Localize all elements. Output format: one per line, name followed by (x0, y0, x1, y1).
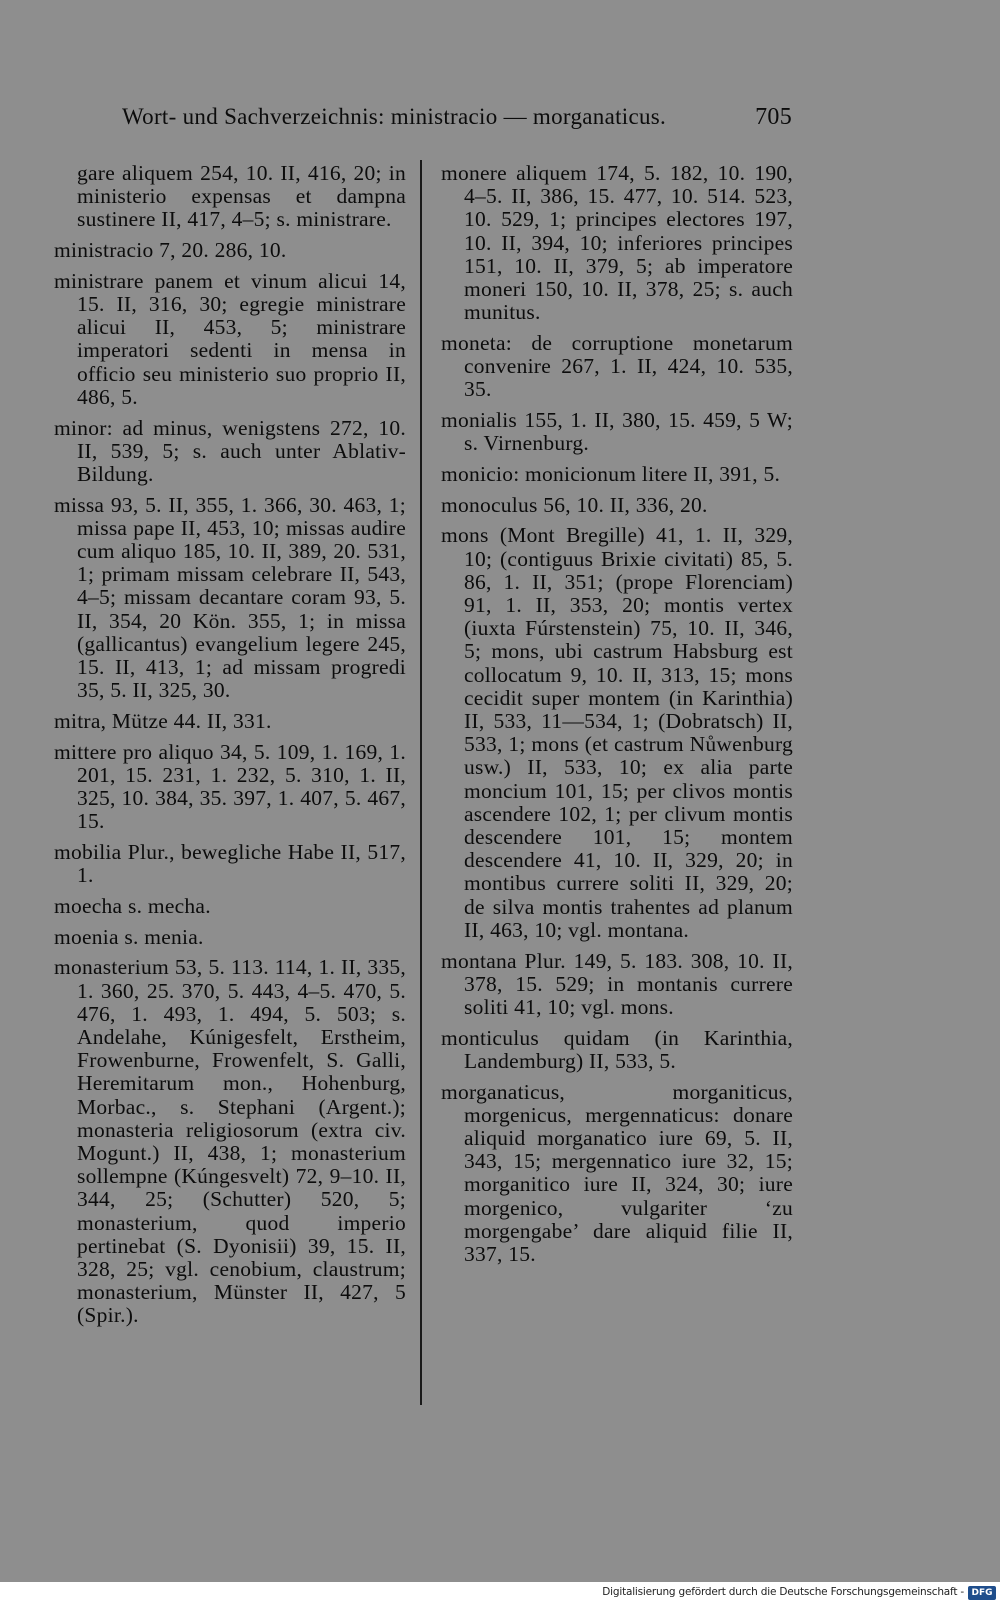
page-number: 705 (755, 104, 792, 130)
column-divider (420, 160, 422, 1405)
index-entry: monoculus 56, 10. II, 336, 20. (441, 492, 708, 517)
index-entry: moecha s. mecha. (54, 893, 211, 918)
running-head-title: Wort- und Sachverzeichnis: ministracio — morganaticus. (122, 104, 667, 129)
left-column (54, 162, 406, 1335)
index-entry: monere aliquem 174, 5. 182, 10. 190, 4–5. II, 386, 15. 477, 10. 514. 523, 10. 529, 1; principes electores 197, 10. II, 394, 10; inferiores principes 151, 10. II, 379, 5; ab imperatore moneri 150, 10. II, 378, 25; s. auch munitus. (441, 161, 793, 325)
index-entry: mobilia Plur., bewegliche Habe II, 517, 1. (54, 839, 406, 888)
index-entry: moenia s. menia. (54, 924, 204, 949)
index-entry: ministrare panem et vinum alicui 14, 15. II, 316, 30; egregie ministrare alicui II, 453, 5; ministrare imperatori sedenti in mensa in officio seu ministerio suo proprio II, 486, 5. (54, 268, 406, 409)
footer-bar (0, 1582, 1000, 1604)
index-entry: ministracio 7, 20. 286, 10. (54, 238, 287, 263)
index-entry: minor: ad minus, wenigstens 272, 10. II, 539, 5; s. auch unter Ablativ-Bildung. (54, 415, 406, 486)
index-entry: morganaticus, morganiticus, morgenicus, mergennaticus: donare aliquid morganatico iure 69, 5. II, 343, 15; mergennatico iure 32, 15; morganitico iure II, 324, 30; iure morgenico, vulgariter ‘zu morgengabe’ dare aliquid filie II, 337, 15. (441, 1079, 793, 1266)
index-entry: mitra, Mütze 44. II, 331. (54, 708, 272, 733)
index-entry: mons (Mont Bregille) 41, 1. II, 329, 10; (contiguus Brixie civitati) 85, 5. 86, 1. II, 351; (prope Florenciam) 91, 1. II, 353, 20; montis vertex (iuxta Fúrstenstein) 75, 10. II, 346, 5; mons, ubi castrum Habsburg est collocatum 9, 10. II, 313, 15; mons cecidit super montem (in Karinthia) II, 533, 11—534, 1; (Dobratsch) II, 533, 1; mons (et castrum Nůwenburg usw.) II, 533, 10; ex alia parte moncium 101, 15; per clivos montis ascendere 102, 1; per clivum montis descendere 101, 15; montem descendere 41, 10. II, 329, 20; in montibus currere soliti II, 329, 20; de silva montis trahentes ad planum II, 463, 10; vgl. montana. (441, 523, 793, 942)
index-entry: missa 93, 5. II, 355, 1. 366, 30. 463, 1; missa pape II, 453, 10; missas audire cum aliquo 185, 10. II, 389, 20. 531, 1; primam missam celebrare II, 543, 4–5; missam decantare coram 93, 5. II, 354, 20 Kön. 355, 1; in missa (gallicantus) evangelium legere 245, 15. II, 413, 1; ad missam progredi 35, 5. II, 325, 30. (54, 492, 406, 703)
right-column (441, 162, 793, 1274)
running-head (122, 104, 792, 130)
index-entry: montana Plur. 149, 5. 183. 308, 10. II, 378, 15. 529; in montanis currere soliti 41, 10; vgl. mons. (441, 948, 793, 1019)
index-entry: monicio: monicionum litere II, 391, 5. (441, 461, 781, 486)
index-entry: moneta: de corruptione monetarum convenire 267, 1. II, 424, 10. 535, 35. (441, 330, 793, 402)
index-entry: gare aliquem 254, 10. II, 416, 20; in ministerio expensas et dampna sustinere II, 417, 4–5; s. ministrare. (77, 161, 406, 232)
index-entry: monialis 155, 1. II, 380, 15. 459, 5 W; s. Virnenburg. (441, 408, 793, 456)
index-entry: mittere pro aliquo 34, 5. 109, 1. 169, 1. 201, 15. 231, 1. 232, 5. 310, 1. II, 325, 10. 384, 35. 397, 1. 407, 5. 467, 15. (54, 739, 406, 834)
funding-note: Digitalisierung gefördert durch die Deutsche Forschungsgemeinschaft - (602, 1586, 964, 1598)
dfg-logo: DFG (968, 1586, 996, 1600)
index-entry: monasterium 53, 5. 113. 114, 1. II, 335, 1. 360, 25. 370, 5. 443, 4–5. 470, 5. 476, 1. 493, 1. 494, 5. 503; s. Andelahe, Kúnigesfelt, Erstheim, Frowenburne, Frowenfelt, S. Galli, Heremitarum mon., Hohenburg, Morbac., s. Stephani (Argent.); monasteria religiosorum (extra civ. Mogunt.) II, 438, 1; monasterium sollempne (Kúngesvelt) 72, 9–10. II, 344, 25; (Schutter) 520, 5; monasterium, quod imperio pertinebat (S. Dyonisii) 39, 15. II, 328, 25; vgl. cenobium, claustrum; monasterium, Münster II, 427, 5 (Spir.). (54, 955, 406, 1328)
index-entry: monticulus quidam (in Karinthia, Landemburg) II, 533, 5. (441, 1025, 793, 1073)
